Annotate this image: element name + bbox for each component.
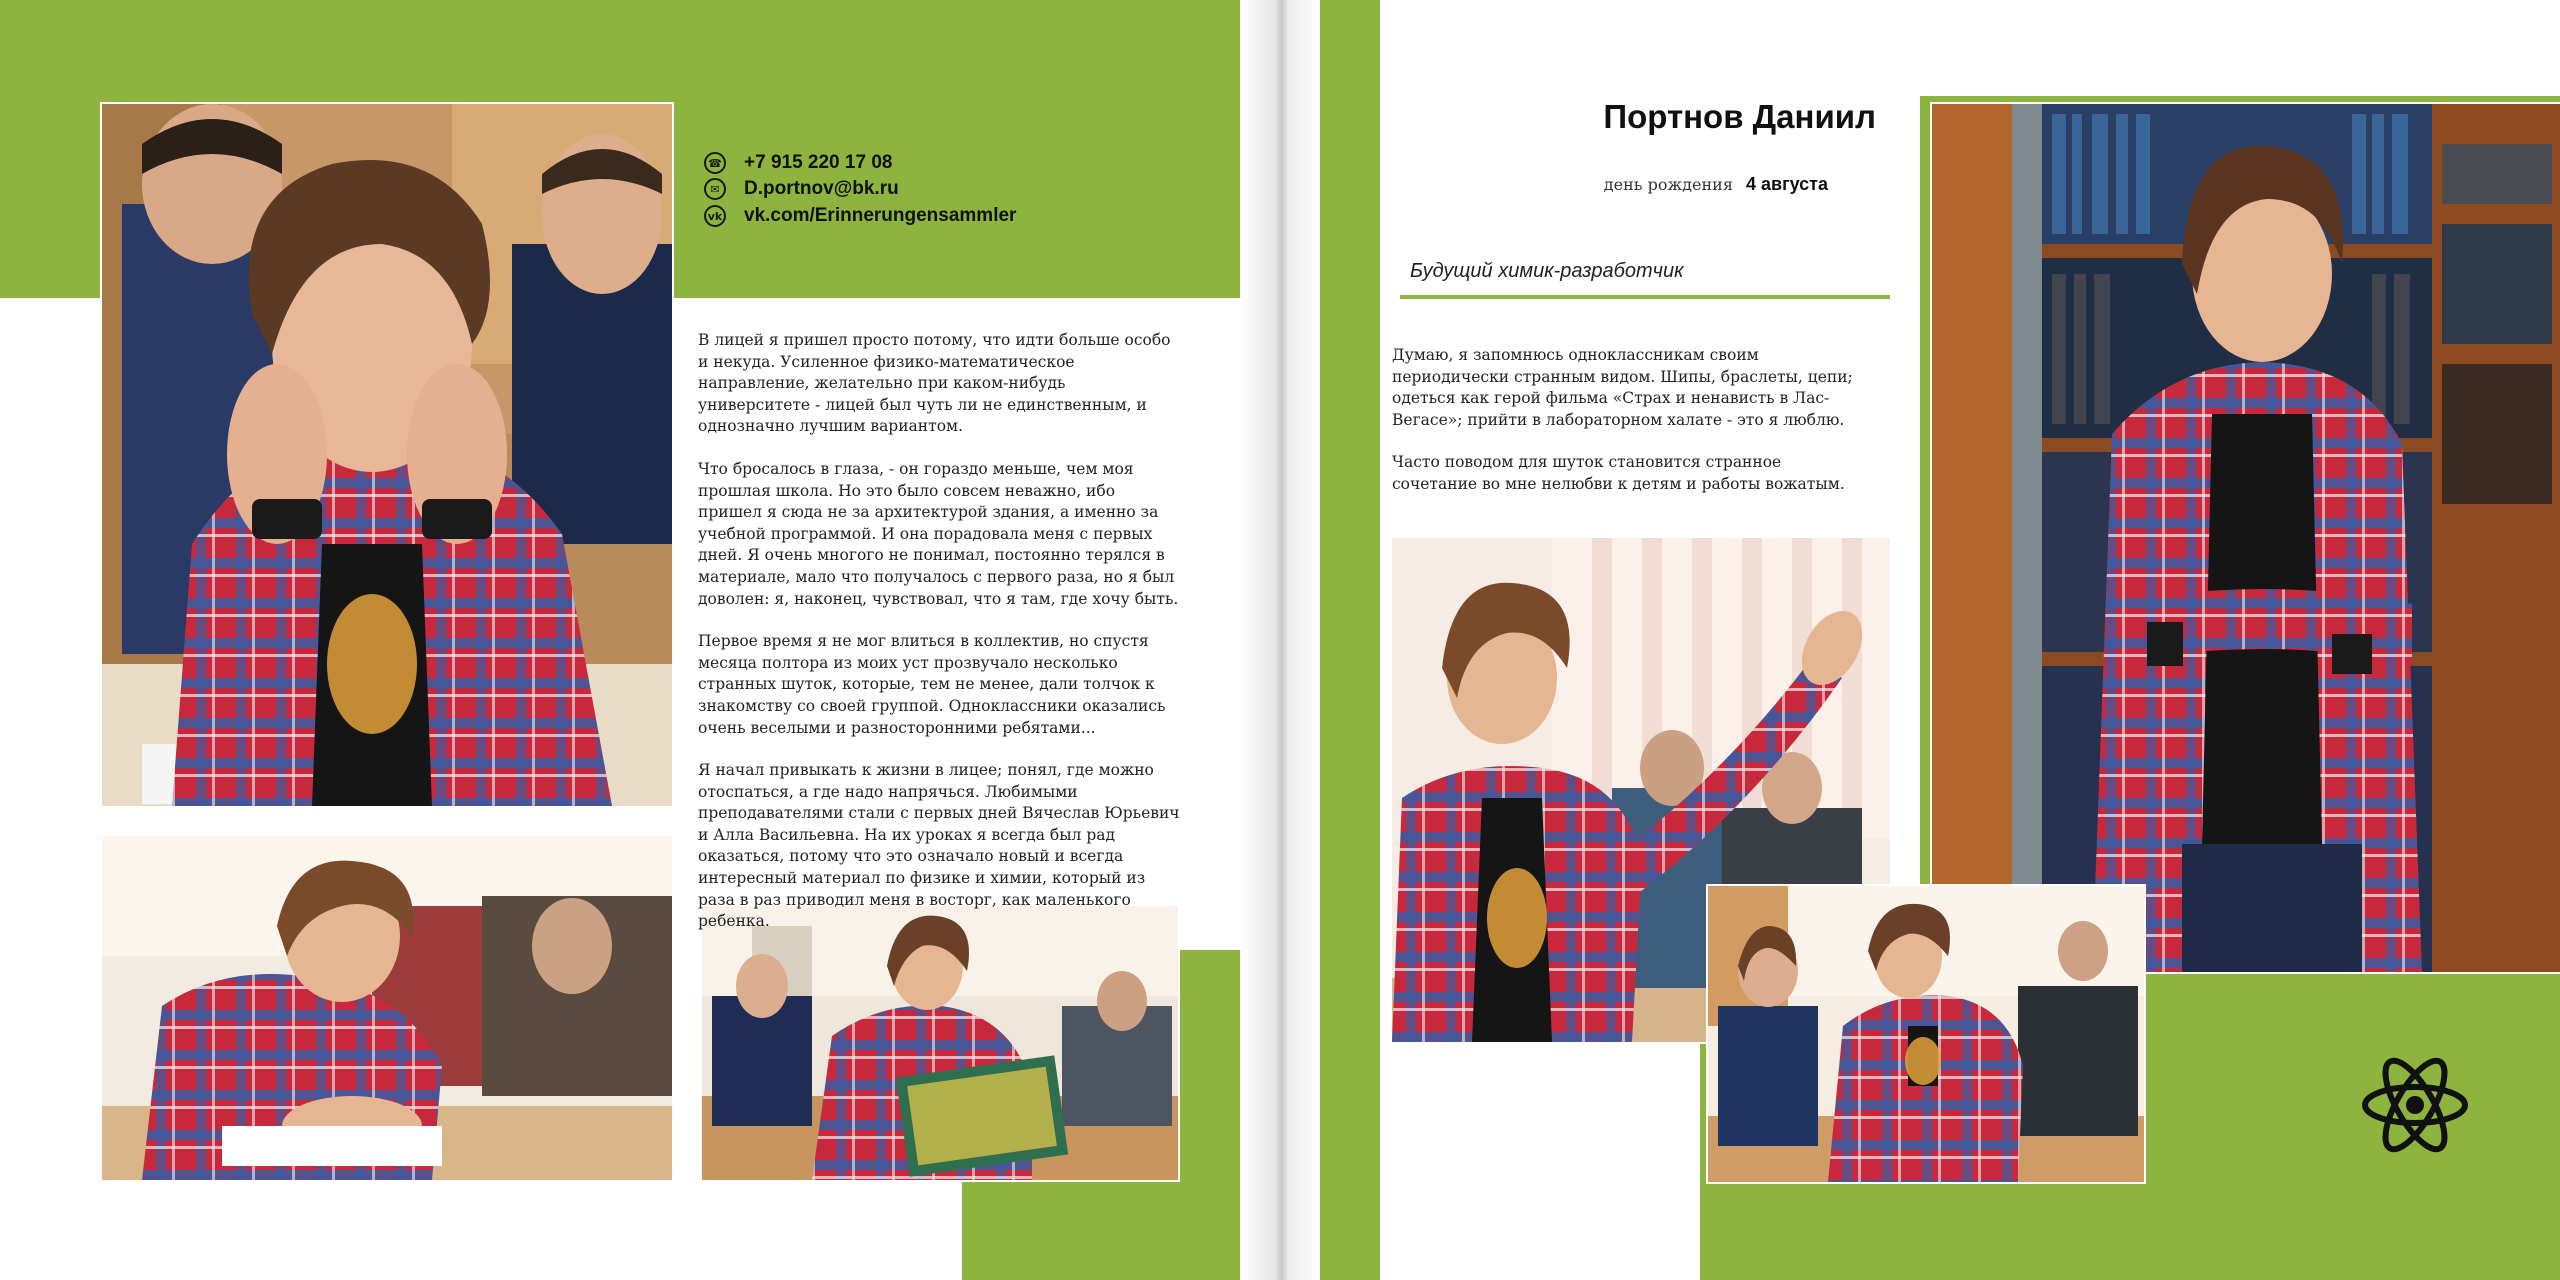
right-paragraph-1: Думаю, я запомнюсь одноклассникам своим периодически странным видом. Шипы, браслеты, цепи; одеться как герой фильма «Страх и ненависть в Лас-Вегасе»; прийти в лабораторном халате - это я люблю. [1392, 346, 1853, 429]
book-spine-shadow [1240, 0, 1320, 1280]
photo-student-head-in-hands [100, 102, 674, 808]
right-paragraph-2: Часто поводом для шуток становится странное сочетание во мне нелюбви к детям и работы вожатым. [1392, 453, 1845, 493]
left-paragraph-4: Я начал привыкать к жизни в лицее; понял, где можно отоспаться, а где надо напрячься. Любимыми преподавателями стали с первых дней Вячеслав Юрьевич и Алла Васильевна. На их уроках я всегда был рад оказаться, потому что это означало новый и всегда интересный материал по физике и химии, который из раза в раз приводил меня в восторг, как маленького ребенка. [698, 761, 1180, 931]
profile-subtitle: Будущий химик-разработчик [1410, 260, 1684, 282]
birthday-label: день рождения [1603, 175, 1733, 194]
right-page-white-top [1920, 0, 2560, 96]
profile-name: Портнов Даниил [1603, 98, 1876, 135]
birthday-value: 4 августа [1746, 174, 1828, 194]
right-top-green-strip [1320, 0, 1380, 1280]
left-paragraph-2: Что бросалось в глаза, - он гораздо меньше, чем моя прошлая школа. Но это было совсем неважно, ибо пришел я сюда не за архитектурой здания, а именно за учебной программой. И она порадовала меня с первых дней. Я очень многого не понимал, постоянно терялся в материале, мало что получалось с первого раза, но я был доволен: я, наконец, чувствовал, что я там, где хочу быть. [698, 459, 1179, 608]
subtitle-underline [1400, 295, 1890, 299]
mail-icon: ✉ [704, 178, 726, 200]
birthday-row [1420, 174, 1828, 195]
vk-icon: vk [704, 205, 726, 227]
contact-email-row [704, 176, 899, 202]
right-story-text [1392, 345, 1862, 517]
contact-email[interactable]: D.portnov@bk.ru [744, 178, 899, 199]
photo-student-writing [100, 834, 674, 1182]
left-paragraph-1: В лицей я пришел просто потому, что идти больше особо и некуда. Усиленное физико-математическое направление, желательно при каком-нибудь университете - лицей был чуть ли не единственным, и однозначно лучшим вариантом. [698, 331, 1171, 436]
atom-icon [2360, 1050, 2470, 1160]
phone-icon: ☎ [704, 152, 726, 174]
photo-student-standing-library [1930, 102, 2560, 974]
left-paragraph-3: Первое время я не мог влиться в коллектив, но спустя месяца полтора из моих уст прозвучало несколько странных шуток, которые, тем не менее, дали толчок к знакомству со своей группой. Одноклассники оказались очень веселыми и разносторонними ребятами... [698, 632, 1166, 737]
photo-student-sitting-class [1706, 884, 2146, 1184]
contact-vk[interactable]: vk.com/Erinnerungensammler [744, 205, 1017, 226]
contact-phone[interactable]: +7 915 220 17 08 [744, 152, 893, 173]
left-story-text [698, 330, 1182, 954]
contact-phone-row [704, 150, 892, 176]
contact-vk-row [704, 203, 1016, 229]
